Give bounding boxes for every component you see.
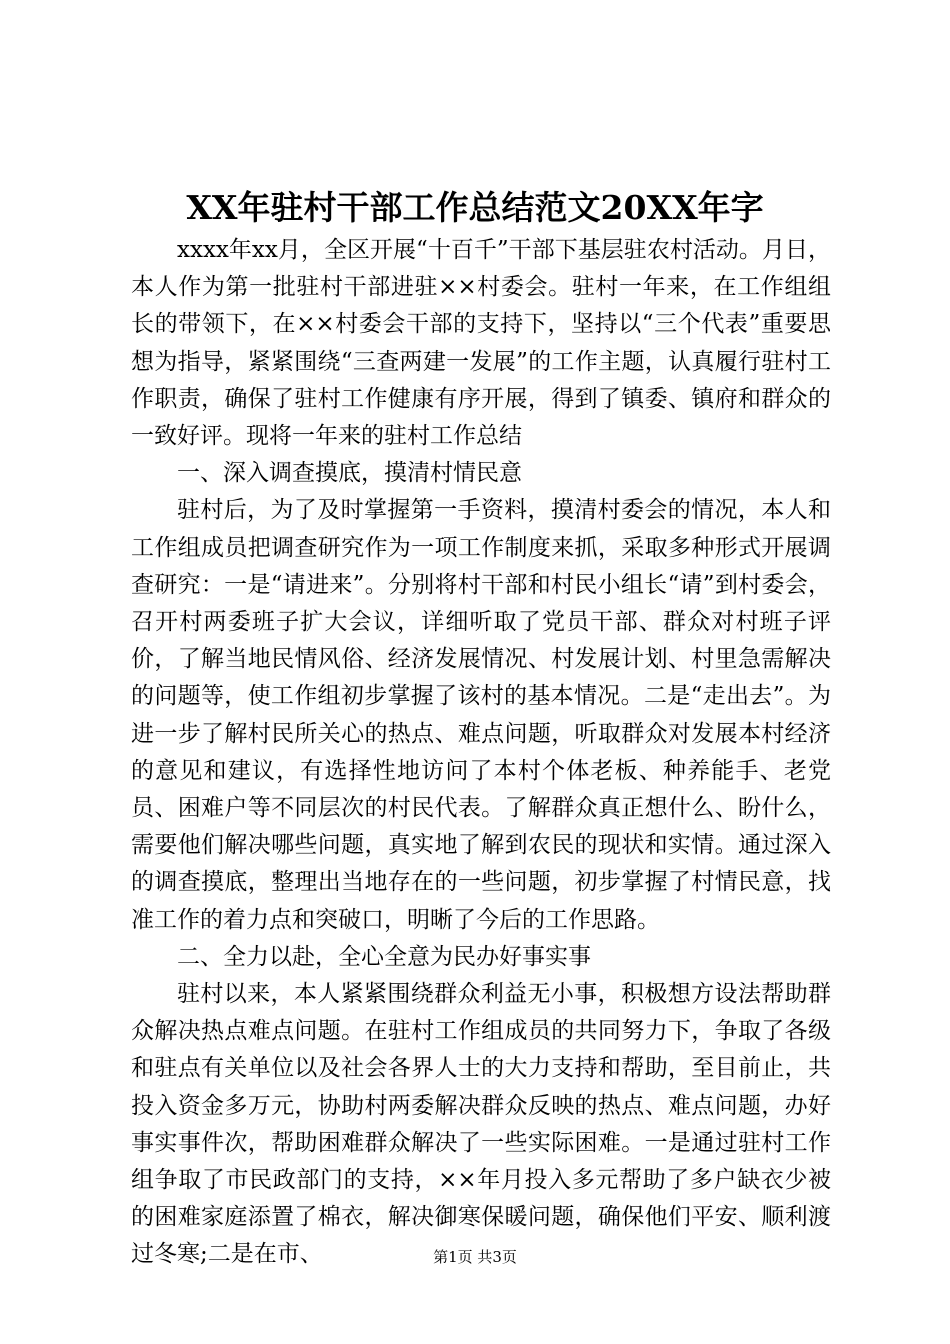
- document-body: [131, 232, 831, 1274]
- section-1-paragraph: 驻村后，为了及时掌握第一手资料，摸清村委会的情况，本人和工作组成员把调查研究作为一项工作制度来抓，采取多种形式开展调查研究：一是“请进来”。分别将村干部和村民小组长“请”到村委会，召开村两委班子扩大会议，详细听取了党员干部、群众对村班子评价，了解当地民情风俗、经济发展情况、村发展计划、村里急需解决的问题等，使工作组初步掌握了该村的基本情况。二是“走出去”。为进一步了解村民所关心的热点、难点问题，听取群众对发展本村经济的意见和建议，有选择性地访问了本村个体老板、种养能手、老党员、困难户等不同层次的村民代表。了解群众真正想什么、盼什么，需要他们解决哪些问题，真实地了解到农民的现状和实情。通过深入的调查摸底，整理出当地存在的一些问题，初步掌握了村情民意，找准工作的着力点和突破口，明晰了今后的工作思路。: [131, 497, 831, 933]
- section-2-paragraph: 驻村以来，本人紧紧围绕群众利益无小事，积极想方设法帮助群众解决热点难点问题。在驻村工作组成员的共同努力下，争取了各级和驻点有关单位以及社会各界人士的大力支持和帮助，至目前止，共投入资金多万元，协助村两委解决群众反映的热点、难点问题，办好事实事件次，帮助困难群众解决了一些实际困难。一是通过驻村工作组争取了市民政部门的支持，××年月投入多元帮助了多户缺衣少被的困难家庭添置了棉衣，解决御寒保暖问题，确保他们平安、顺利渡过冬寒;二是在市、: [131, 981, 831, 1268]
- page-number: 第1页 共3页: [433, 1248, 517, 1266]
- document-title: XX年驻村干部工作总结范文20XX年字: [186, 188, 764, 227]
- section-heading-2: 二、全力以赴，全心全意为民办好事实事: [177, 943, 591, 970]
- intro-paragraph: xxxx年xx月，全区开展“十百千”干部下基层驻农村活动。月日，本人作为第一批驻村干部进驻××村委会。驻村一年来，在工作组组长的带领下，在××村委会干部的支持下，坚持以“三个代表”重要思想为指导，紧紧围绕“三查两建一发展”的工作主题，认真履行驻村工作职责，确保了驻村工作健康有序开展，得到了镇委、镇府和群众的一致好评。现将一年来的驻村工作总结: [131, 237, 831, 450]
- section-heading-1: 一、深入调查摸底，摸清村情民意: [177, 460, 522, 487]
